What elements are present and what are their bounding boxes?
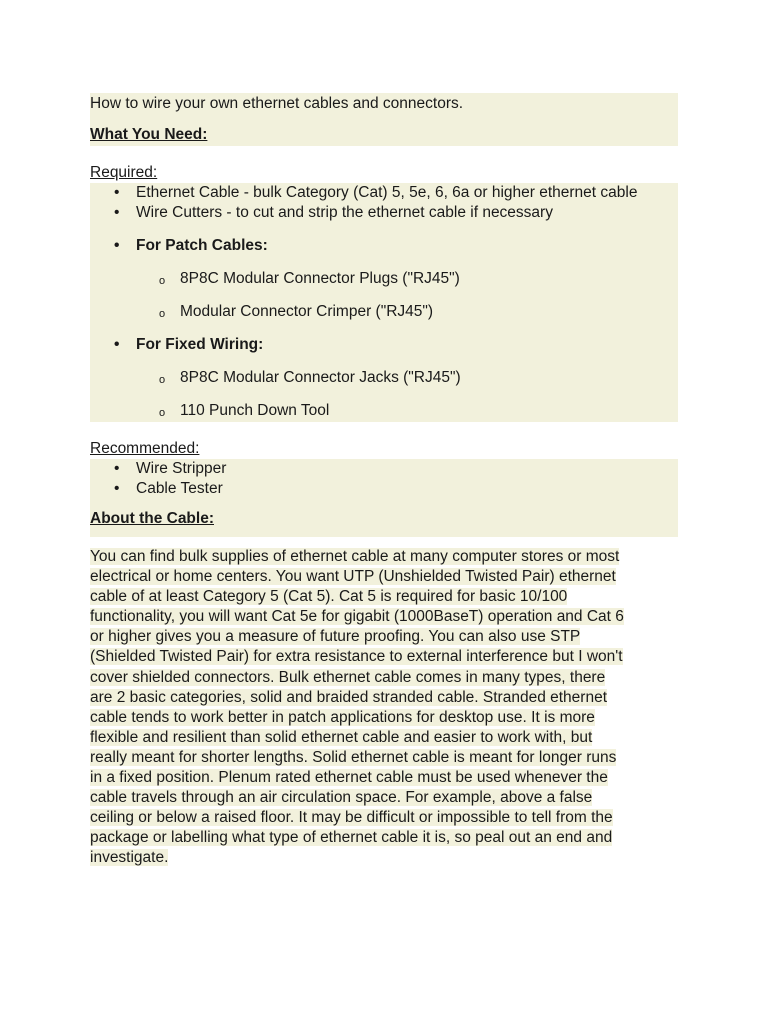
paragraph-line: really meant for shorter lengths. Solid ethernet cable is meant for longer runs — [90, 748, 617, 766]
patch-cables-list — [90, 269, 678, 322]
list-item: o 8P8C Modular Connector Plugs ("RJ45") — [90, 269, 678, 289]
list-item: • Ethernet Cable - bulk Category (Cat) 5, 5e, 6, 6a or higher ethernet cable — [90, 183, 678, 203]
paragraph-line: functionality, you will want Cat 5e for gigabit (1000BaseT) operation and Cat 6 — [90, 608, 624, 626]
paragraph-line: cable tends to work better in patch applications for desktop use. It is more — [90, 708, 595, 726]
list-item: • Wire Cutters - to cut and strip the ethernet cable if necessary — [90, 203, 678, 223]
paragraph-line: ceiling or below a raised floor. It may be difficult or impossible to tell from the — [90, 809, 613, 827]
paragraph-line: flexible and resilient than solid ethernet cable and easier to work with, but — [90, 728, 593, 746]
paragraph-line: investigate. — [90, 849, 169, 867]
recommended-list — [90, 459, 678, 499]
recommended-label: Recommended: — [90, 440, 200, 457]
about-cable-paragraph — [90, 547, 678, 869]
list-item: o 8P8C Modular Connector Jacks ("RJ45") — [90, 368, 678, 388]
what-you-need-heading: What You Need: — [90, 119, 678, 146]
intro-text: How to wire your own ethernet cables and connectors. — [90, 93, 678, 119]
fixed-wiring-list — [90, 368, 678, 422]
paragraph-line: cover shielded connectors. Bulk ethernet cable comes in many types, there — [90, 668, 606, 686]
recommended-section — [90, 459, 678, 537]
paragraph-line: You can find bulk supplies of ethernet cable at many computer stores or most — [90, 548, 620, 565]
list-item: • Cable Tester — [90, 479, 678, 499]
paragraph-line: in a fixed position. Plenum rated ethernet cable must be used whenever the — [90, 769, 608, 787]
document-page — [90, 93, 678, 869]
paragraph-line: cable of at least Category 5 (Cat 5). Cat 5 is required for basic 10/100 — [90, 588, 568, 606]
required-section — [90, 183, 678, 422]
list-item: o Modular Connector Crimper ("RJ45") — [90, 302, 678, 322]
about-cable-heading: About the Cable: — [90, 510, 214, 527]
list-item: o 110 Punch Down Tool — [90, 401, 678, 422]
list-item: • Wire Stripper — [90, 459, 678, 479]
required-label: Required: — [90, 164, 158, 181]
paragraph-line: or higher gives you a measure of future proofing. You can also use STP — [90, 628, 581, 646]
fixed-wiring-heading: • For Fixed Wiring: — [90, 335, 678, 355]
patch-cables-heading: • For Patch Cables: — [90, 236, 678, 256]
paragraph-line: are 2 basic categories, solid and braided stranded cable. Stranded ethernet — [90, 688, 608, 706]
paragraph-line: (Shielded Twisted Pair) for extra resistance to external interference but I won't — [90, 648, 623, 666]
paragraph-line: package or labelling what type of ethernet cable it is, so peal out an end and — [90, 829, 613, 847]
paragraph-line: cable travels through an air circulation space. For example, above a false — [90, 789, 593, 807]
paragraph-line: electrical or home centers. You want UTP (Unshielded Twisted Pair) ethernet — [90, 568, 616, 586]
required-list — [90, 183, 678, 256]
fixed-wiring-list-wrapper — [90, 335, 678, 355]
